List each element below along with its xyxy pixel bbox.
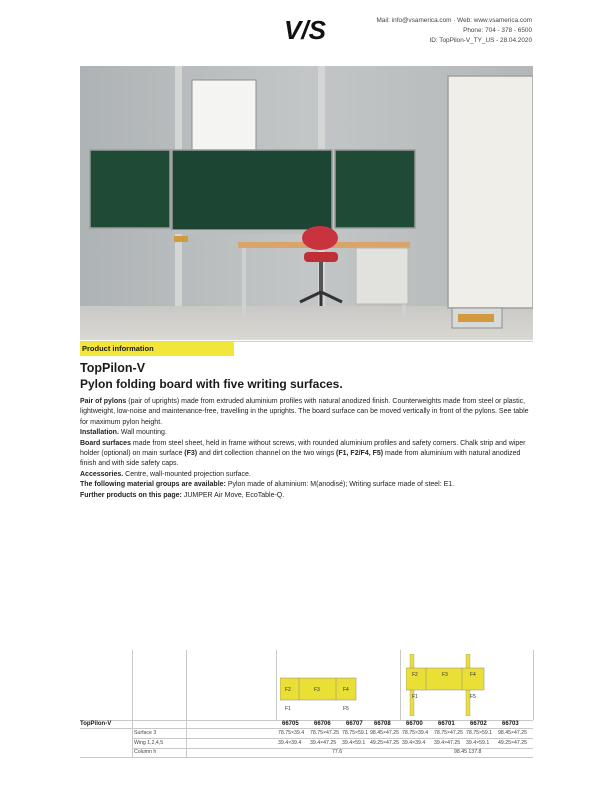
paragraph-text-run: and dirt collection channel on the two wings [197, 450, 337, 458]
product-code: 66700 [406, 721, 423, 727]
product-description [80, 397, 535, 501]
paragraph-text-run: (pair of uprights) made from extruded aluminium profiles with natural anodized finish. Counterweights made from steel or plastic, lightweight, low-noise and maintenance-free, travelling in the uprights. The board surface can be moved vertically in front of the pylons. See table for maximum pylon height. [80, 398, 529, 426]
diagram-a-label-f4: F4 [343, 687, 349, 693]
diagram-b-label-f5: F5 [470, 694, 476, 700]
product-photo [80, 66, 533, 340]
section-label-badge: Product information [80, 342, 234, 356]
diagram-b-label-f4: F4 [470, 672, 476, 678]
paragraph-text-run: Pylon made of aluminium: M(anodisé); Writing surface made of steel: E1. [225, 481, 455, 489]
diagram-a-label-f1: F1 [285, 706, 291, 712]
spec-table [80, 650, 533, 758]
diagram-b-label-f3: F3 [442, 672, 448, 678]
description-paragraph [80, 491, 535, 501]
diagram-a-label-f2: F2 [285, 687, 291, 693]
table-cell: 98.45×47.25 [498, 730, 527, 736]
table-cell: 78.75×39.4 [402, 730, 429, 736]
contact-line-phone: Phone: 704 - 378 - 6500 [463, 27, 532, 34]
row-label-column: Column h [134, 749, 157, 755]
product-subtitle: Pylon folding board with five writing surfaces. [80, 377, 343, 391]
paragraph-bold-run: Board surfaces [80, 439, 131, 447]
contact-line-mail: Mail: info@vsamerica.com · Web: www.vsamerica.com [376, 17, 532, 24]
table-cell: 39.4×59.1 [342, 740, 366, 746]
description-paragraph [80, 439, 535, 470]
product-code: 66706 [314, 721, 331, 727]
paragraph-bold-run: Further products on this page: [80, 491, 182, 499]
paragraph-text-run: Centre, wall-mounted projection surface. [123, 470, 251, 478]
table-cell: 39.4×39.4 [278, 740, 302, 746]
diagram-a-label-f3: F3 [314, 687, 320, 693]
paragraph-bold-run: Installation. [80, 429, 119, 437]
description-paragraph [80, 480, 535, 490]
table-cell: 39.4×47.25 [310, 740, 337, 746]
paragraph-text-run: made from aluminium with natural anodized finish and with side safety caps. [80, 450, 521, 468]
product-title: TopPilon-V [80, 361, 146, 375]
table-cell: 98.45×47.25 [370, 730, 399, 736]
diagram-b-label-f2: F2 [412, 672, 418, 678]
column-h-value-a: 77.6 [332, 749, 343, 755]
column-h-value-b: 98.45 137.8 [454, 749, 482, 755]
paragraph-text-run: made from steel sheet, held in frame without screws, with rounded aluminium profiles and safety corners. Chalk strip and wiper holder (optional) on main surface [80, 439, 526, 458]
product-code: 66702 [470, 721, 487, 727]
product-code: 66703 [502, 721, 519, 727]
paragraph-bold-run: Pair of pylons [80, 398, 127, 405]
table-cell: 78.75×47.25 [434, 730, 463, 736]
logo-text: V/S [284, 16, 326, 44]
product-code: 66708 [374, 721, 391, 727]
board-diagram-b [406, 654, 496, 716]
row-label-surface: Surface 3 [134, 730, 157, 736]
paragraph-bold-run: (F1, F2/F4, F5) [336, 450, 384, 458]
table-cell: 39.4×59.1 [466, 740, 490, 746]
paragraph-bold-run: (F3) [184, 450, 198, 458]
paragraph-bold-run: The following material groups are available: [80, 481, 226, 489]
product-code: 66705 [282, 721, 299, 727]
product-code: 66707 [346, 721, 363, 727]
contact-block [376, 16, 532, 46]
row-label-wing: Wing 1,2,4,5 [134, 740, 164, 746]
table-product-name: TopPilon-V [80, 721, 112, 727]
table-cell: 49.25×47.25 [370, 740, 399, 746]
paragraph-text-run: Wall mounting. [118, 429, 167, 437]
vs-logo [284, 16, 332, 44]
table-cell: 78.75×47.25 [310, 730, 339, 736]
table-cell: 78.75×59.1 [342, 730, 369, 736]
product-code: 66701 [438, 721, 455, 727]
table-cell: 39.4×47.25 [434, 740, 461, 746]
paragraph-bold-run: Accessories. [80, 470, 124, 478]
table-cell: 49.25×47.25 [498, 740, 527, 746]
description-paragraph [80, 397, 535, 428]
board-diagram-a [280, 672, 370, 716]
description-paragraph [80, 428, 535, 438]
description-paragraph [80, 470, 535, 480]
diagram-a-label-f5: F5 [343, 706, 349, 712]
table-cell: 39.4×39.4 [402, 740, 426, 746]
diagram-b-label-f1: F1 [412, 694, 418, 700]
contact-line-id: ID: TopPilon-V_TY_US - 28.04.2020 [429, 37, 532, 44]
table-cell: 78.75×59.1 [466, 730, 493, 736]
paragraph-text-run: JUMPER Air Move, EcoTable-Q. [181, 491, 285, 499]
table-cell: 78.75×39.4 [278, 730, 305, 736]
